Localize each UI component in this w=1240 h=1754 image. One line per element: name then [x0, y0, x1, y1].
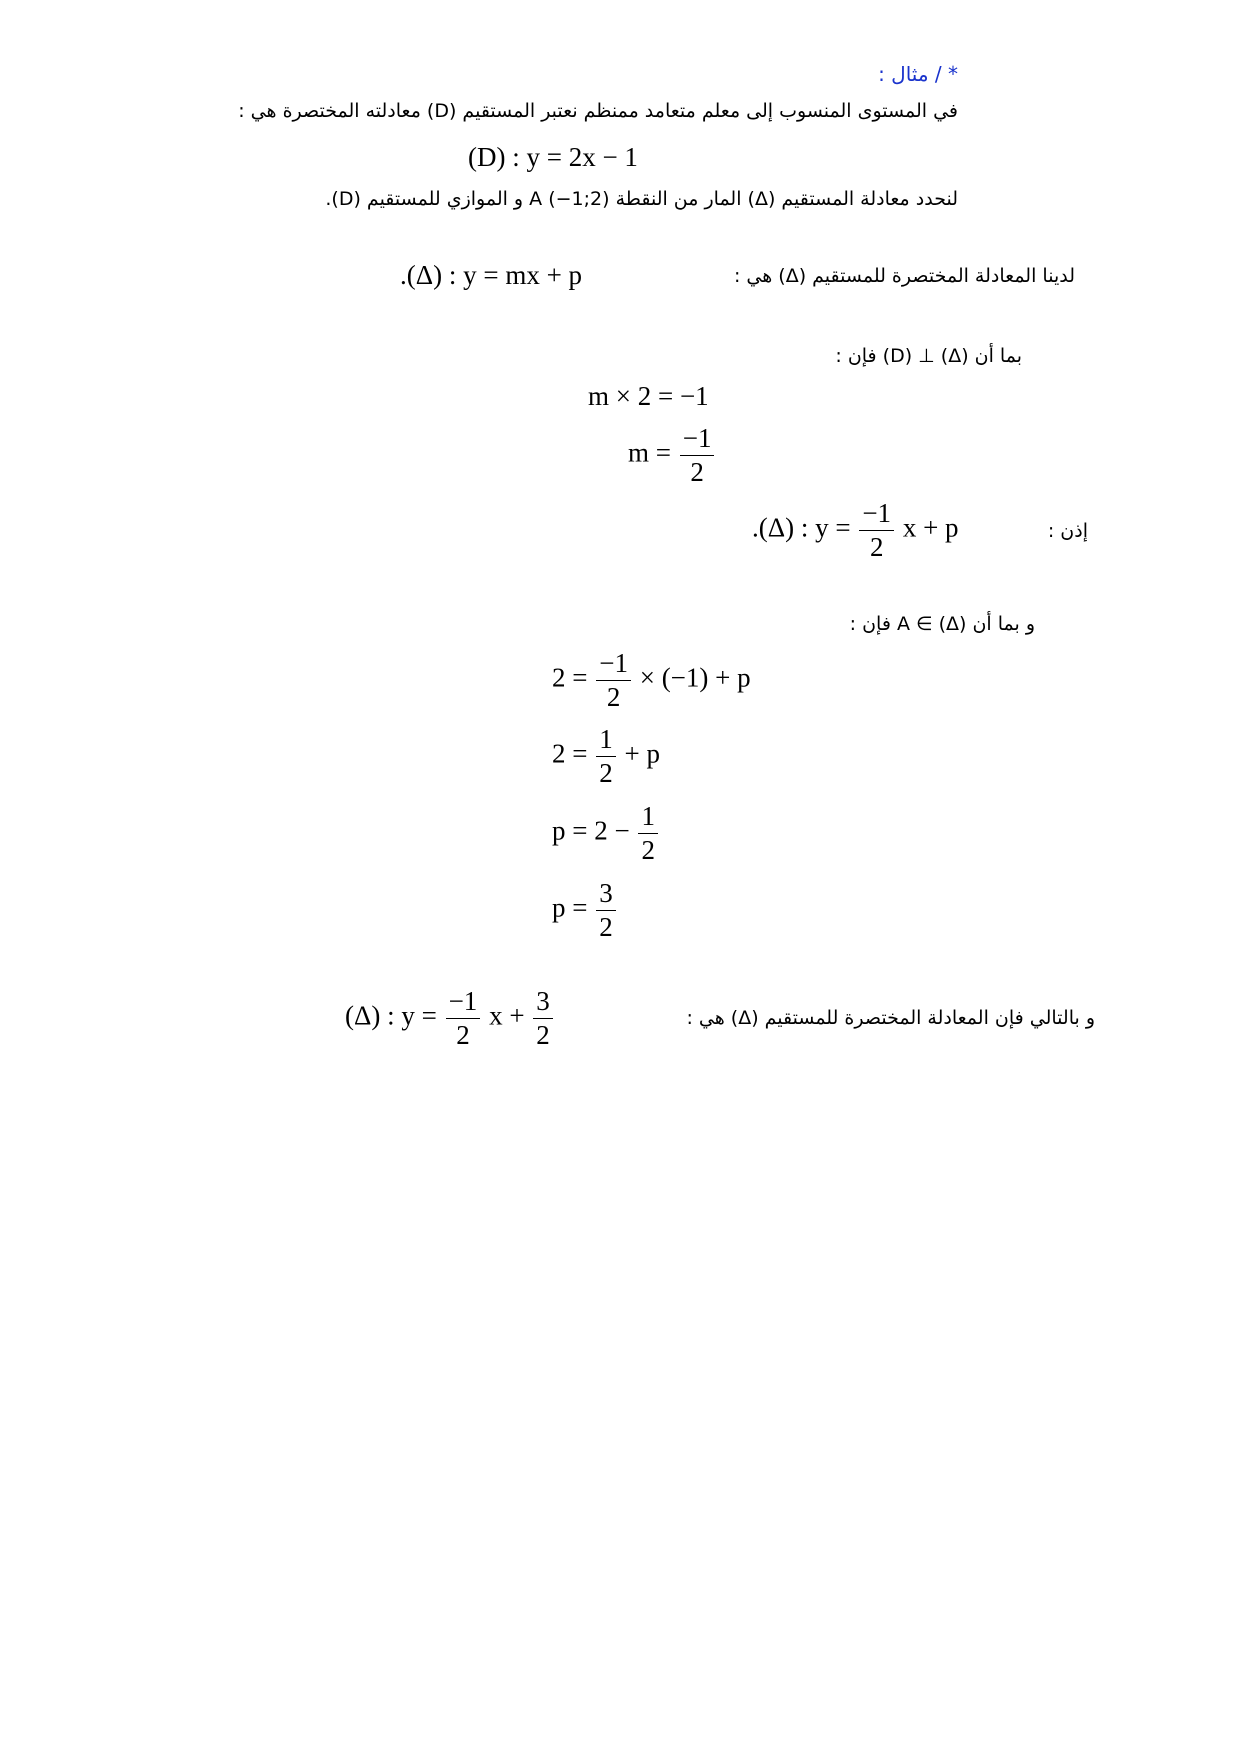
final-mid: x + [489, 1000, 525, 1031]
conclusion-suffix: x + p [902, 512, 959, 543]
step1-text: لدينا المعادلة المختصرة للمستقيم (Δ) هي : [733, 265, 1075, 287]
final-fraction-1 [446, 988, 481, 1049]
final-prefix: (Δ) : y = [345, 1000, 437, 1031]
line2-fraction [596, 726, 616, 787]
fraction-numerator: 3 [533, 988, 553, 1019]
line1-fraction [596, 650, 631, 711]
step2-eq2-lhs: m = [628, 437, 671, 468]
line1-rhs: × (−1) + p [639, 662, 751, 693]
example-title: * / مثال : [878, 62, 958, 86]
line4-fraction [596, 880, 616, 941]
step1-equation: .(Δ) : y = mx + p [400, 260, 583, 290]
line2-rhs: + p [624, 738, 660, 769]
fraction-numerator: −1 [596, 650, 631, 681]
conclusion-label: إذن : [1047, 520, 1088, 542]
line1-lhs: 2 = [552, 662, 588, 693]
step3-line3 [552, 803, 660, 864]
fraction-numerator: 1 [596, 726, 616, 757]
intro-line-1: في المستوى المنسوب إلى معلم متعامد ممنظم نعتبر المستقيم (D) معادلته المختصرة هي : [238, 100, 958, 122]
step2-eq1: m × 2 = −1 [588, 381, 709, 411]
step3-text: و بما أن A ∈ (Δ) فإن : [849, 613, 1035, 635]
final-text: و بالتالي فإن المعادلة المختصرة للمستقيم (Δ) هي : [686, 1007, 1095, 1029]
fraction-denominator: 2 [536, 1020, 550, 1050]
fraction-denominator: 2 [599, 912, 613, 942]
final-fraction-2 [533, 988, 553, 1049]
step2-text: بما أن (Δ) ⊥ (D) فإن : [835, 345, 1022, 367]
fraction-numerator: 1 [638, 803, 658, 834]
fraction-denominator: 2 [869, 532, 884, 562]
step2-eq2 [628, 425, 716, 486]
fraction-numerator: −1 [859, 500, 894, 531]
fraction-numerator: −1 [680, 425, 715, 456]
equation-d: (D) : y = 2x − 1 [468, 142, 638, 172]
step3-line1 [552, 650, 751, 711]
intro-line-2: لنحدد معادلة المستقيم (Δ) المار من النقطة A (−1;2) و الموازي للمستقيم (D). [325, 188, 958, 210]
fraction-denominator: 2 [456, 1020, 470, 1050]
step3-line2 [552, 726, 660, 787]
step3-line4 [552, 880, 618, 941]
fraction-numerator: 3 [596, 880, 616, 911]
fraction-denominator: 2 [599, 758, 613, 788]
step2-eq2-fraction [680, 425, 715, 486]
line3-fraction [638, 803, 658, 864]
line3-lhs: p = 2 − [552, 815, 630, 846]
conclusion-prefix: .(Δ) : y = [752, 512, 851, 543]
final-equation [345, 988, 555, 1049]
step2-conclusion [752, 500, 959, 561]
conclusion-fraction [859, 500, 894, 561]
fraction-denominator: 2 [641, 835, 655, 865]
line2-lhs: 2 = [552, 738, 588, 769]
fraction-denominator: 2 [606, 682, 621, 712]
fraction-numerator: −1 [446, 988, 481, 1019]
fraction-denominator: 2 [690, 457, 704, 487]
line4-lhs: p = [552, 892, 588, 923]
